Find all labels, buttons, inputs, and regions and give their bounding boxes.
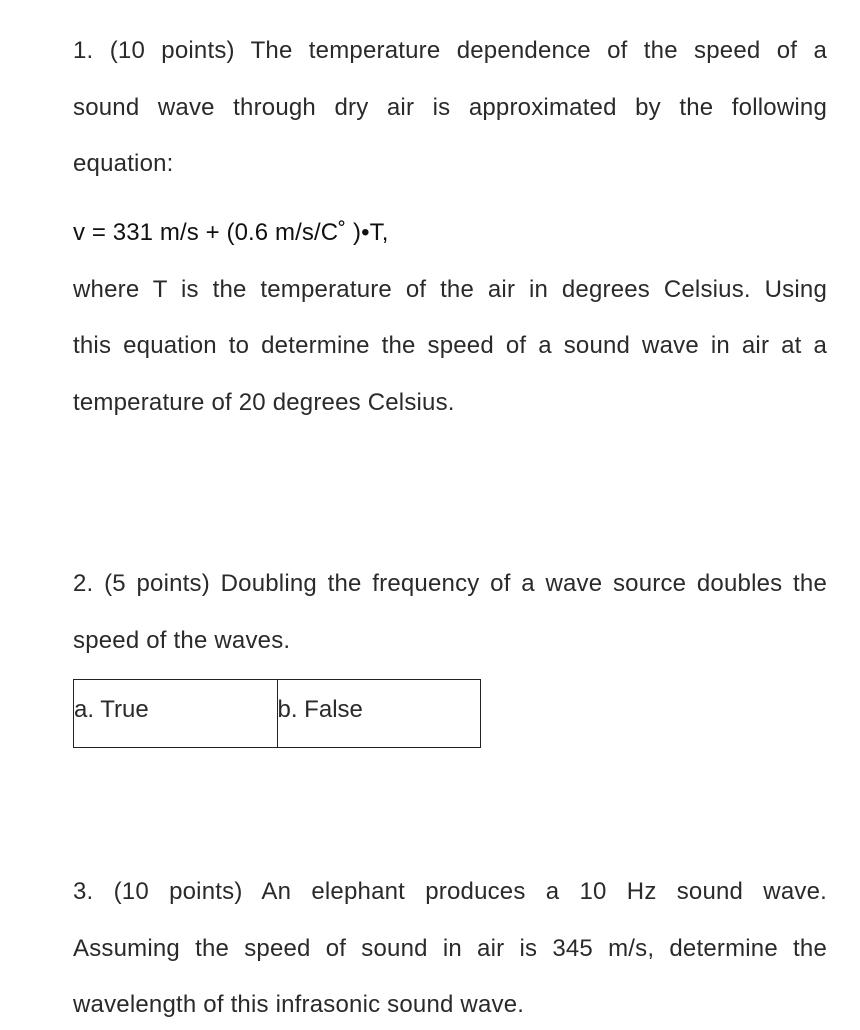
q2-options-row xyxy=(74,680,481,748)
q3-text-line-3: wavelength of this infrasonic sound wave. xyxy=(73,991,525,1018)
option-false[interactable]: b. False xyxy=(277,680,481,748)
q1-text-line-3: equation: xyxy=(73,150,174,177)
q3-text-line-1: 3. (10 points) An elephant produces a 10 Hz sound wave. xyxy=(73,878,827,905)
q1-after-line-1: where T is the temperature of the air in degrees Celsius. Using xyxy=(73,276,827,303)
q1-after-line-2: this equation to determine the speed of a sound wave in air at a xyxy=(73,332,827,359)
option-true[interactable]: a. True xyxy=(74,680,278,748)
q3-text-line-2: Assuming the speed of sound in air is 345 m/s, determine the xyxy=(73,935,827,962)
q1-text-line-2: sound wave through dry air is approximated by the following xyxy=(73,94,827,121)
q2-text-line-2: speed of the waves. xyxy=(73,627,291,654)
q2-options-table xyxy=(73,679,481,748)
q1-equation: v = 331 m/s + (0.6 m/s/C˚ )•T, xyxy=(73,219,389,246)
q2-text-line-1: 2. (5 points) Doubling the frequency of a wave source doubles the xyxy=(73,570,827,597)
q1-after-line-3: temperature of 20 degrees Celsius. xyxy=(73,389,455,416)
q1-text-line-1: 1. (10 points) The temperature dependence of the speed of a xyxy=(73,37,827,64)
